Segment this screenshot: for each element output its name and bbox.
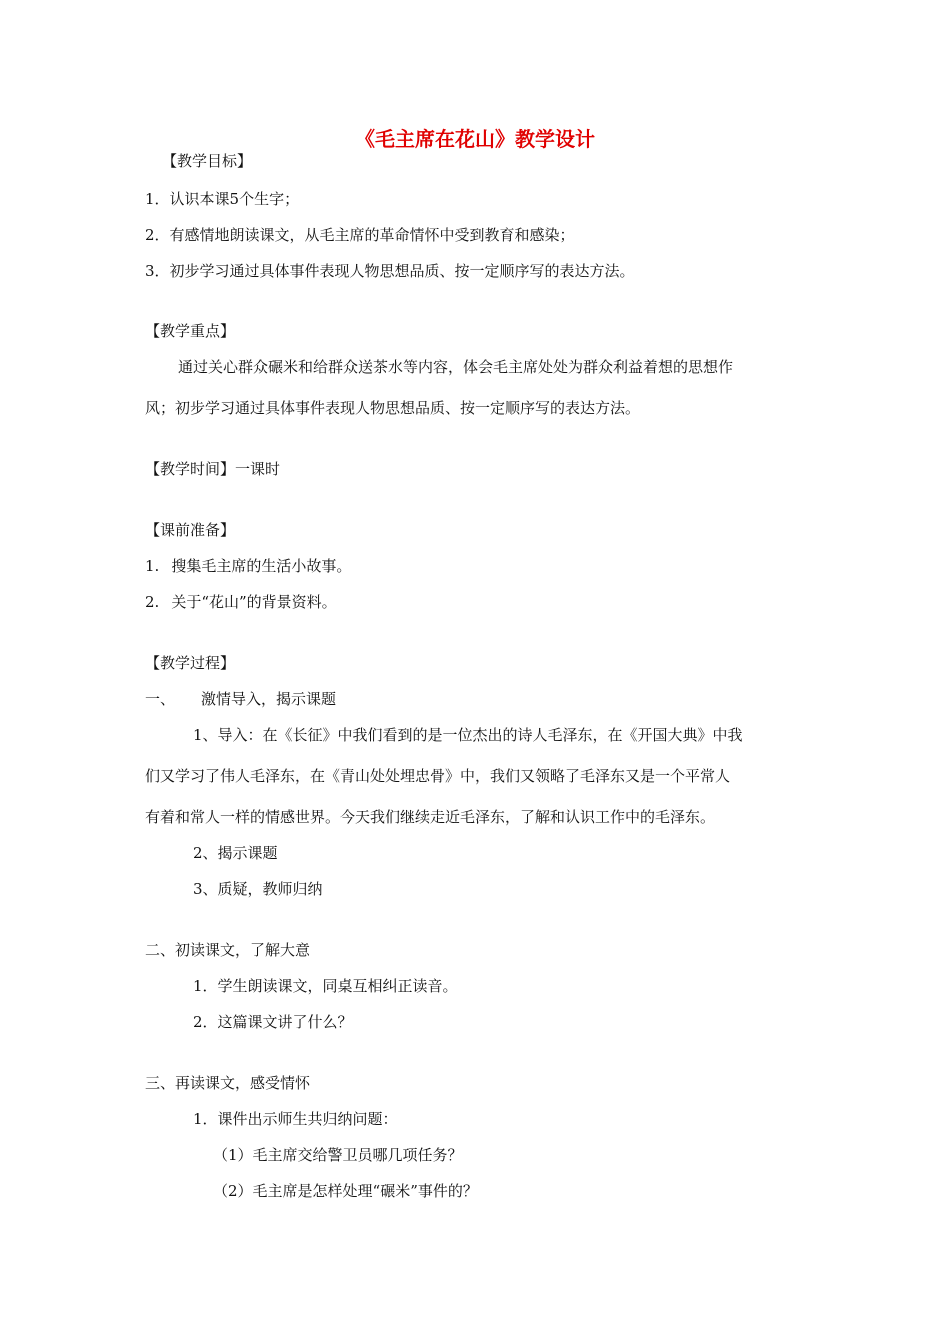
process-heading: 【教学过程】 [145,654,236,672]
goals-heading: 【教学目标】 [162,152,253,170]
prep-item [145,556,351,576]
paragraph-line: 3、质疑，教师归纳 [193,880,323,898]
key-heading: 【教学重点】 [145,322,236,340]
list-subitem: （2）毛主席是怎样处理“碾米”事件的？ [213,1182,478,1200]
list-item: 1．课件出示师生共归纳问题： [193,1110,398,1128]
list-item: 2．这篇课文讲了什么？ [193,1013,353,1031]
section-heading [145,689,336,709]
paragraph-line: 1、导入：在《长征》中我们看到的是一位杰出的诗人毛泽东，在《开国大典》中我 [193,726,743,744]
time-value: 一课时 [235,460,281,478]
prep-item [145,592,337,612]
paragraph-line: 2、揭示课题 [193,844,278,862]
time-heading: 【教学时间】 [145,460,236,478]
list-subitem: （1）毛主席交给警卫员哪几项任务？ [213,1146,463,1164]
prep-item-number: 2. [145,593,160,611]
list-item: 1．学生朗读课文，同桌互相纠正读音。 [193,977,458,995]
prep-item-text: 关于“花山”的背景资料。 [171,593,337,611]
prep-item-text: 搜集毛主席的生活小故事。 [171,557,352,575]
key-paragraph-line: 通过关心群众碾米和给群众送茶水等内容，体会毛主席处处为群众利益着想的思想作 [178,358,734,376]
goal-item: 2．有感情地朗读课文，从毛主席的革命情怀中受到教育和感染； [145,226,575,244]
document-title: 《毛主席在花山》教学设计 [355,127,595,151]
goal-item: 3．初步学习通过具体事件表现人物思想品质、按一定顺序写的表达方法。 [145,262,635,280]
section-heading: 二、初读课文，了解大意 [145,941,311,959]
key-paragraph-line: 风；初步学习通过具体事件表现人物思想品质、按一定顺序写的表达方法。 [145,399,641,417]
section-title: 激情导入，揭示课题 [201,690,337,708]
time-line [145,459,280,479]
prep-heading: 【课前准备】 [145,521,236,539]
section-number: 一、 [145,690,176,708]
section-heading: 三、再读课文，感受情怀 [145,1074,311,1092]
paragraph-line: 有着和常人一样的情感世界。今天我们继续走近毛泽东，了解和认识工作中的毛泽东。 [145,808,716,826]
paragraph-line: 们又学习了伟人毛泽东，在《青山处处埋忠骨》中，我们又领略了毛泽东又是一个平常人 [145,767,731,785]
prep-item-number: 1. [145,557,160,575]
goal-item: 1．认识本课5个生字； [145,190,300,208]
